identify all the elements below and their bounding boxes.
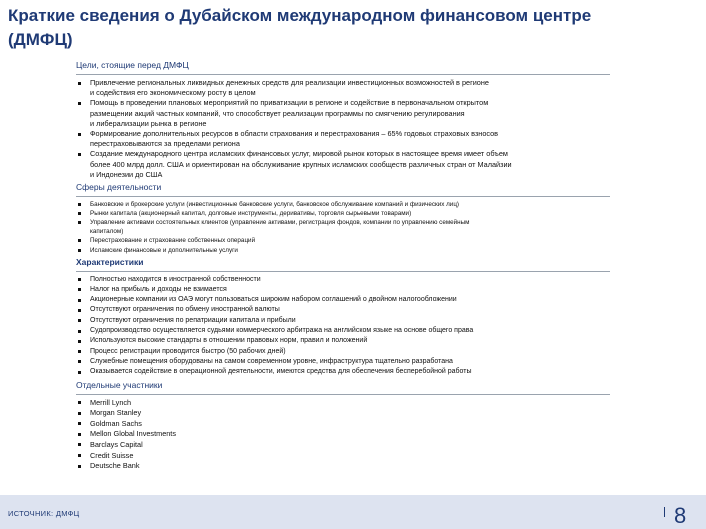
list-item: Goldman Sachs xyxy=(76,419,610,430)
list-item: Оказывается содействие в операционной деятельности, имеются средства для обеспечения бесперебойной работы xyxy=(76,367,610,377)
list-item: Полностью находится в иностранной собственности xyxy=(76,275,610,285)
list-item: Отсутствуют ограничения по репатриации капитала и прибыли xyxy=(76,316,610,326)
activities-list xyxy=(76,197,610,255)
list-item: Credit Suisse xyxy=(76,451,610,462)
list-item: Merrill Lynch xyxy=(76,398,610,409)
list-item: Рынки капитала (акционерный капитал, долговые инструменты, деривативы, торговля сырьевыми товарами) xyxy=(76,209,610,218)
participants-heading: Отдельные участники xyxy=(76,378,610,395)
participants-list xyxy=(76,395,610,472)
goals-list xyxy=(76,75,610,180)
list-item: Процесс регистрации проводится быстро (50 рабочих дней) xyxy=(76,347,610,357)
list-item: Служебные помещения оборудованы на самом современном уровне, инфраструктура тщательно разработана xyxy=(76,357,610,367)
list-item: Исламские финансовые и дополнительные услуги xyxy=(76,246,610,255)
list-item: Deutsche Bank xyxy=(76,461,610,472)
page-number: 8 xyxy=(674,503,687,528)
source-note: ИСТОЧНИК: ДМФЦ xyxy=(8,509,80,518)
features-list xyxy=(76,272,610,378)
footer-bar xyxy=(0,495,706,529)
list-item: Отсутствуют ограничения по обмену иностранной валюты xyxy=(76,305,610,315)
activities-heading: Сферы деятельности xyxy=(76,180,610,197)
list-item: Создание международного центра исламских финансовых услуг, мировой рынок которых в настоящее время имеет объем более 400 млрд долл. США и ориентирован на обслуживание крупных исламских сообществ различных стран от Малайзии и Индонезии до США xyxy=(76,149,610,180)
page-title: Краткие сведения о Дубайском международном финансовом центре (ДМФЦ) xyxy=(8,6,592,49)
list-item: Банковские и брокерские услуги (инвестиционные банковские услуги, банковское обслуживание компаний и физических лиц) xyxy=(76,200,610,209)
list-item: Управление активами состоятельных клиентов (управление активами, регистрация фондов, компании по управлению семейным капиталом) xyxy=(76,218,610,236)
list-item: Barclays Capital xyxy=(76,440,610,451)
list-item: Налог на прибыль и доходы не взимается xyxy=(76,285,610,295)
list-item: Формирование дополнительных ресурсов в области страхования и перестрахования – 65% годовых страховых взносов перестраховываются за пределами региона xyxy=(76,129,610,149)
list-item: Morgan Stanley xyxy=(76,408,610,419)
features-heading: Характеристики xyxy=(76,255,610,272)
list-item: Используются высокие стандарты в отношении правовых норм, правил и положений xyxy=(76,336,610,346)
footer-divider xyxy=(664,507,665,517)
list-item: Судопроизводство осуществляется судьями коммерческого арбитража на английском языке на основе общего права xyxy=(76,326,610,336)
goals-heading: Цели, стоящие перед ДМФЦ xyxy=(76,58,610,75)
list-item: Акционерные компании из ОАЭ могут пользоваться широким набором соглашений о двойном налогообложении xyxy=(76,295,610,305)
list-item: Привлечение региональных ликвидных денежных средств для реализации инвестиционных возможностей в регионе и содействия его экономическому росту в целом xyxy=(76,78,610,98)
list-item: Mellon Global Investments xyxy=(76,429,610,440)
list-item: Помощь в проведении плановых мероприятий по приватизации в регионе и содействие в первоначальном открытом размещении акций частных компаний, что способствует реализации программы по смягчению регулирования и либерализации рынка в регионе xyxy=(76,98,610,129)
list-item: Перестрахование и страхование собственных операций xyxy=(76,236,610,245)
overview-panel xyxy=(76,58,610,472)
